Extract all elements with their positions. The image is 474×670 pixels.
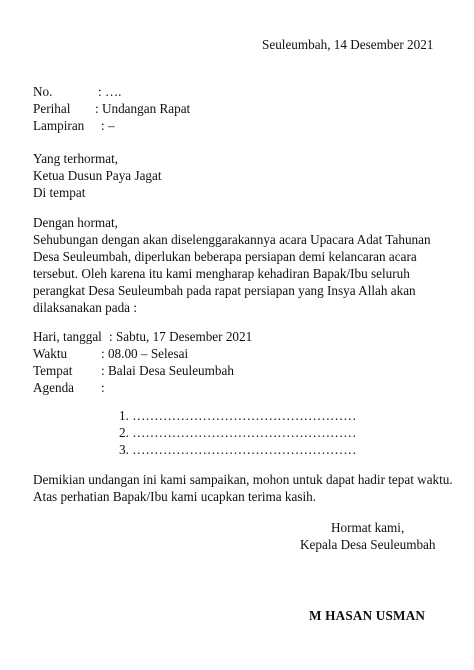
letter-date: Seuleumbah, 14 Desember 2021	[262, 37, 434, 52]
agenda-value: :	[101, 380, 105, 395]
agenda-item: 2. ……………………………………………	[119, 425, 357, 440]
lampiran-value: : –	[101, 118, 115, 133]
closing-line: Demikian undangan ini kami sampaikan, mohon untuk dapat hadir tepat waktu.	[33, 472, 453, 487]
signature-title: Kepala Desa Seuleumbah	[300, 537, 436, 552]
recipient-line: Ketua Dusun Paya Jagat	[33, 168, 162, 183]
no-label: No.	[33, 84, 53, 99]
closing-line: Atas perhatian Bapak/Ibu kami ucapkan terima kasih.	[33, 489, 317, 504]
waktu-label: Waktu	[33, 346, 68, 361]
recipient-line: Di tempat	[33, 185, 86, 200]
hari-value: : Sabtu, 17 Desember 2021	[109, 329, 253, 344]
no-value: : ….	[98, 84, 122, 99]
tempat-label: Tempat	[33, 363, 73, 378]
perihal-value: : Undangan Rapat	[95, 101, 191, 116]
body-line: dilaksanakan pada :	[33, 300, 137, 315]
perihal-label: Perihal	[33, 101, 71, 116]
signature-name: M HASAN USMAN	[309, 608, 426, 623]
greeting: Dengan hormat,	[33, 215, 118, 230]
tempat-value: : Balai Desa Seuleumbah	[101, 363, 234, 378]
body-line: perangkat Desa Seuleumbah pada rapat persiapan yang Insya Allah akan	[33, 283, 416, 298]
agenda-label: Agenda	[33, 380, 75, 395]
body-line: Desa Seuleumbah, diperlukan beberapa persiapan demi kelancaran acara	[33, 249, 417, 264]
lampiran-label: Lampiran	[33, 118, 85, 133]
body-line: Sehubungan dengan akan diselenggarakannya acara Upacara Adat Tahunan	[33, 232, 431, 247]
body-line: tersebut. Oleh karena itu kami mengharap kehadiran Bapak/Ibu seluruh	[33, 266, 410, 281]
agenda-item: 1. ……………………………………………	[119, 408, 357, 423]
recipient-line: Yang terhormat,	[33, 151, 119, 166]
signature-salutation: Hormat kami,	[331, 520, 405, 535]
hari-label: Hari, tanggal	[33, 329, 102, 344]
agenda-item: 3. ……………………………………………	[119, 442, 357, 457]
waktu-value: : 08.00 – Selesai	[101, 346, 189, 361]
